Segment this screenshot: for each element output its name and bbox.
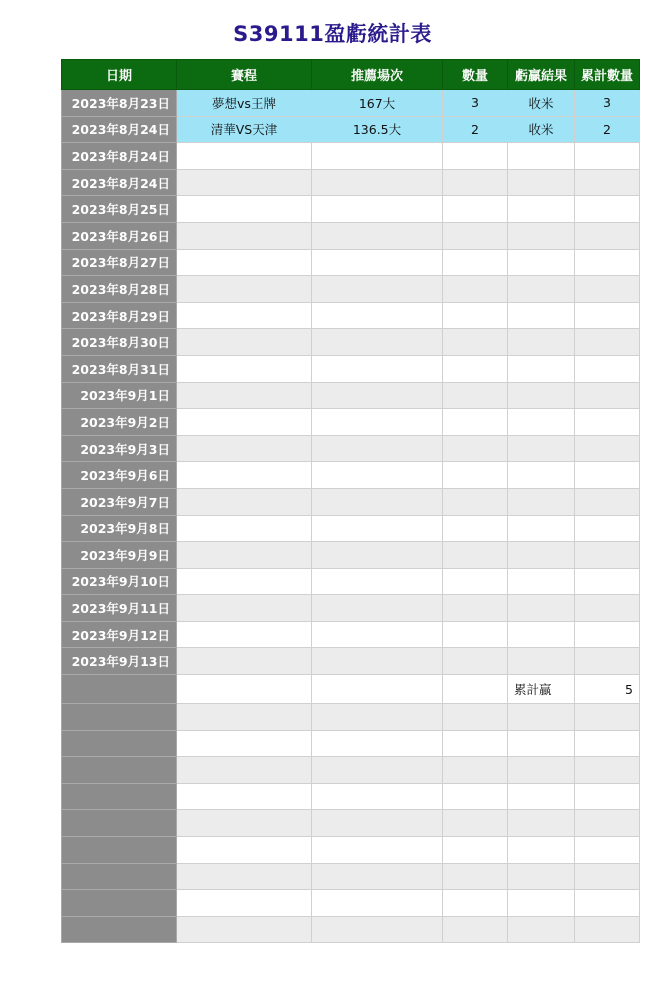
header-match: 賽程 [177,60,312,90]
pick-cell [312,382,443,409]
match-cell [177,302,312,329]
match-cell: 夢想vs王牌 [177,90,312,117]
result-cell [508,409,575,436]
quantity-cell [443,143,508,170]
pick-cell [312,409,443,436]
date-cell: 2023年9月3日 [62,435,177,462]
cumulative-cell [575,409,640,436]
pick-cell [312,621,443,648]
date-cell: 2023年8月26日 [62,222,177,249]
date-cell [62,675,177,704]
empty-cell [575,890,640,917]
date-cell: 2023年9月1日 [62,382,177,409]
empty-cell [177,837,312,864]
empty-cell [443,810,508,837]
date-cell [62,863,177,890]
match-cell [177,329,312,356]
date-cell [62,916,177,943]
date-cell: 2023年8月23日 [62,90,177,117]
match-cell [177,196,312,223]
empty-cell [443,757,508,784]
table-row [62,568,640,595]
match-cell [177,462,312,489]
pick-cell [312,648,443,675]
date-cell: 2023年9月10日 [62,568,177,595]
table-row [62,116,640,143]
pick-cell [312,515,443,542]
result-cell [508,462,575,489]
match-cell [177,515,312,542]
empty-cell [575,783,640,810]
cumulative-cell [575,355,640,382]
cumulative-cell [575,196,640,223]
empty-cell [177,916,312,943]
table-row [62,409,640,436]
sheet-title: S39111盈虧統計表 [233,22,432,46]
result-cell [508,222,575,249]
quantity-cell [443,435,508,462]
match-cell [177,568,312,595]
date-cell [62,730,177,757]
match-cell [177,355,312,382]
empty-cell [443,704,508,731]
empty-cell [575,916,640,943]
table-row [62,90,640,117]
empty-cell [508,730,575,757]
pick-cell [312,542,443,569]
cumulative-cell [575,329,640,356]
table-body [62,90,640,943]
pick-cell [312,435,443,462]
table-row [62,515,640,542]
table-row [62,542,640,569]
empty-cell [508,783,575,810]
match-cell [177,169,312,196]
cumulative-cell [575,595,640,622]
quantity-cell [443,222,508,249]
empty-cell [443,783,508,810]
cumulative-cell [575,621,640,648]
header-row [62,60,640,90]
match-cell [177,621,312,648]
empty-cell [177,810,312,837]
date-cell [62,757,177,784]
table-row [62,276,640,303]
quantity-cell [443,648,508,675]
result-cell [508,355,575,382]
cumulative-cell [575,462,640,489]
match-cell [177,222,312,249]
empty-cell [508,810,575,837]
table-row [62,595,640,622]
cumulative-cell: 2 [575,116,640,143]
date-cell: 2023年9月6日 [62,462,177,489]
date-cell: 2023年8月28日 [62,276,177,303]
quantity-cell [443,302,508,329]
date-cell [62,890,177,917]
cumulative-cell [575,488,640,515]
result-cell [508,542,575,569]
match-cell [177,409,312,436]
empty-cell [508,863,575,890]
result-cell [508,435,575,462]
result-cell [508,648,575,675]
result-cell [508,621,575,648]
pick-cell [312,222,443,249]
table-row [62,488,640,515]
result-cell [508,302,575,329]
total-row [62,675,640,704]
empty-cell [575,730,640,757]
empty-cell [312,675,443,704]
table-row [62,355,640,382]
table-row [62,810,640,837]
header-result: 虧贏結果 [508,60,575,90]
date-cell [62,704,177,731]
quantity-cell [443,568,508,595]
date-cell: 2023年8月31日 [62,355,177,382]
empty-cell [575,863,640,890]
empty-cell [312,810,443,837]
pick-cell: 167大 [312,90,443,117]
pick-cell [312,249,443,276]
date-cell: 2023年8月27日 [62,249,177,276]
empty-cell [177,675,312,704]
empty-cell [312,704,443,731]
result-cell [508,329,575,356]
quantity-cell [443,621,508,648]
empty-cell [177,783,312,810]
table-row [62,837,640,864]
quantity-cell [443,595,508,622]
match-cell [177,435,312,462]
match-cell [177,542,312,569]
pick-cell [312,196,443,223]
result-cell [508,568,575,595]
header-cumulative: 累計數量 [575,60,640,90]
empty-cell [177,757,312,784]
cumulative-cell [575,276,640,303]
quantity-cell [443,196,508,223]
table-row [62,916,640,943]
pick-cell [312,329,443,356]
empty-cell [443,730,508,757]
result-cell [508,382,575,409]
table-row [62,730,640,757]
pick-cell [312,462,443,489]
table-row [62,302,640,329]
cumulative-cell [575,542,640,569]
pick-cell [312,568,443,595]
empty-cell [443,863,508,890]
match-cell [177,276,312,303]
date-cell: 2023年8月24日 [62,169,177,196]
quantity-cell [443,542,508,569]
quantity-cell [443,488,508,515]
pick-cell [312,355,443,382]
cumulative-cell [575,143,640,170]
quantity-cell [443,169,508,196]
result-cell [508,249,575,276]
cumulative-cell: 3 [575,90,640,117]
result-cell [508,488,575,515]
total-label: 累計贏 [508,675,575,704]
empty-cell [508,757,575,784]
cumulative-cell [575,169,640,196]
date-cell: 2023年9月11日 [62,595,177,622]
pick-cell [312,143,443,170]
cumulative-cell [575,568,640,595]
table-row [62,621,640,648]
table-row [62,382,640,409]
pick-cell [312,488,443,515]
cumulative-cell [575,435,640,462]
quantity-cell [443,249,508,276]
date-cell: 2023年9月7日 [62,488,177,515]
empty-cell [177,704,312,731]
cumulative-cell [575,648,640,675]
table-row [62,169,640,196]
empty-cell [575,757,640,784]
total-value: 5 [575,675,640,704]
table-row [62,757,640,784]
date-cell: 2023年8月30日 [62,329,177,356]
empty-cell [508,704,575,731]
table-row [62,890,640,917]
table-row [62,435,640,462]
pick-cell [312,276,443,303]
table-row [62,249,640,276]
table-row [62,196,640,223]
table-row [62,143,640,170]
result-cell [508,276,575,303]
empty-cell [575,810,640,837]
empty-cell [575,704,640,731]
table-row [62,462,640,489]
date-cell: 2023年9月8日 [62,515,177,542]
quantity-cell [443,329,508,356]
match-cell [177,249,312,276]
date-cell: 2023年8月24日 [62,143,177,170]
result-cell [508,143,575,170]
table-row [62,863,640,890]
empty-cell [177,730,312,757]
empty-cell [443,916,508,943]
result-cell: 收米 [508,116,575,143]
quantity-cell [443,276,508,303]
match-cell [177,488,312,515]
result-cell [508,515,575,542]
table-row [62,648,640,675]
date-cell: 2023年9月12日 [62,621,177,648]
empty-cell [312,757,443,784]
empty-cell [312,783,443,810]
match-cell: 清華VS天津 [177,116,312,143]
date-cell: 2023年8月24日 [62,116,177,143]
header-quantity: 數量 [443,60,508,90]
empty-cell [575,837,640,864]
match-cell [177,382,312,409]
table-row [62,704,640,731]
empty-cell [177,890,312,917]
table-row [62,222,640,249]
date-cell: 2023年9月9日 [62,542,177,569]
empty-cell [177,863,312,890]
pick-cell [312,169,443,196]
pick-cell [312,595,443,622]
result-cell [508,169,575,196]
empty-cell [312,890,443,917]
empty-cell [508,837,575,864]
empty-cell [508,916,575,943]
result-cell [508,595,575,622]
empty-cell [312,837,443,864]
header-date: 日期 [62,60,177,90]
table-row [62,329,640,356]
pick-cell [312,302,443,329]
table-row [62,783,640,810]
empty-cell [312,916,443,943]
result-cell: 收米 [508,90,575,117]
empty-cell [508,890,575,917]
empty-cell [443,890,508,917]
quantity-cell [443,462,508,489]
date-cell: 2023年9月2日 [62,409,177,436]
stats-table [61,59,640,943]
date-cell: 2023年8月25日 [62,196,177,223]
match-cell [177,648,312,675]
quantity-cell [443,355,508,382]
date-cell [62,810,177,837]
result-cell [508,196,575,223]
cumulative-cell [575,382,640,409]
date-cell: 2023年8月29日 [62,302,177,329]
empty-cell [443,837,508,864]
cumulative-cell [575,249,640,276]
quantity-cell: 3 [443,90,508,117]
pick-cell: 136.5大 [312,116,443,143]
cumulative-cell [575,302,640,329]
quantity-cell [443,382,508,409]
header-pick: 推薦場次 [312,60,443,90]
cumulative-cell [575,222,640,249]
date-cell: 2023年9月13日 [62,648,177,675]
match-cell [177,143,312,170]
quantity-cell [443,409,508,436]
cumulative-cell [575,515,640,542]
quantity-cell: 2 [443,116,508,143]
date-cell [62,837,177,864]
empty-cell [312,863,443,890]
quantity-cell [443,515,508,542]
date-cell [62,783,177,810]
match-cell [177,595,312,622]
empty-cell [443,675,508,704]
empty-cell [312,730,443,757]
